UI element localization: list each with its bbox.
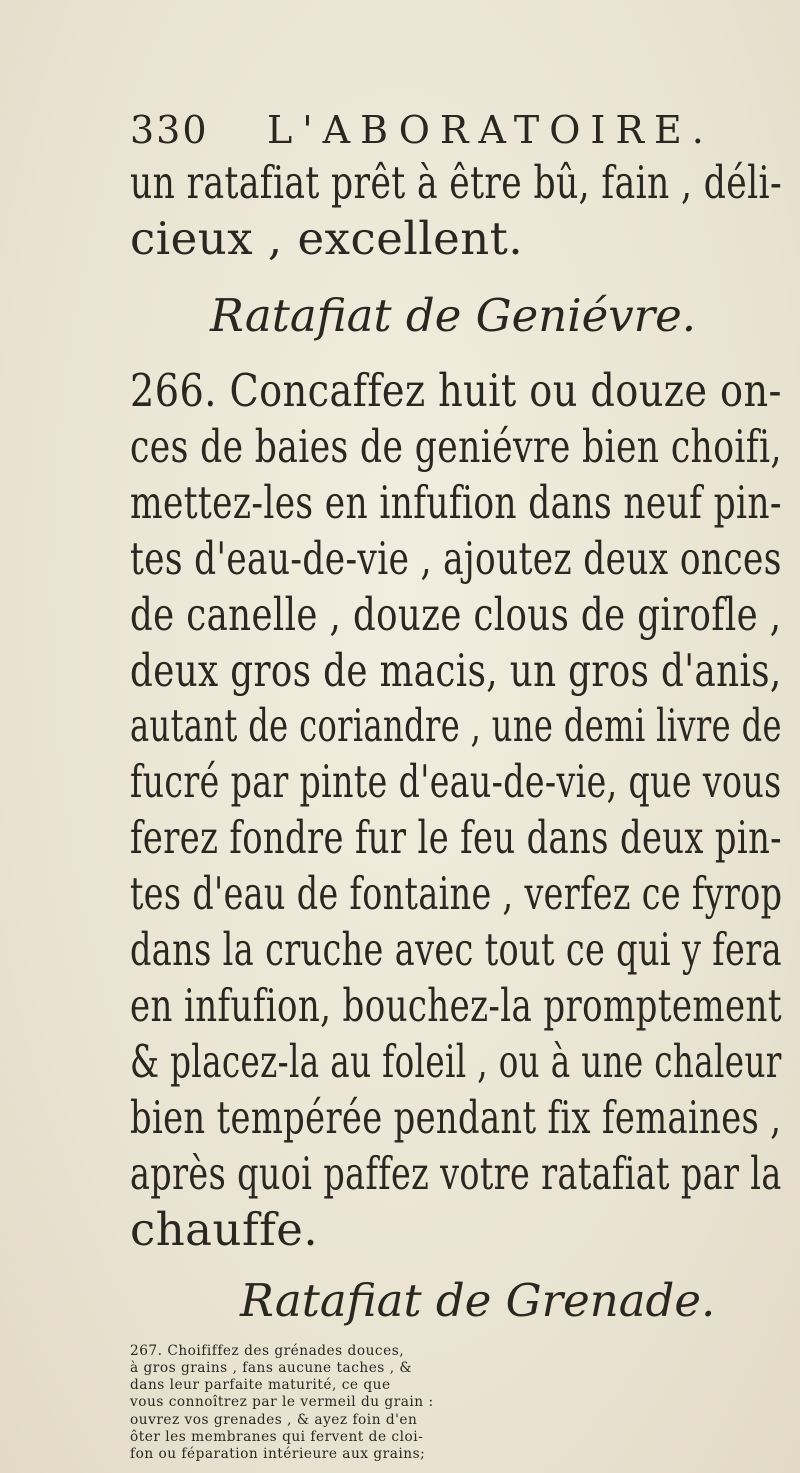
paragraph-line: & placez-la au foleil , ou à une chaleur — [130, 1034, 782, 1088]
paragraph-line: fucré par pinte d'eau-de-vie, que vous — [130, 755, 782, 809]
paragraph-line: dans la cruche avec tout ce qui y fera — [130, 923, 782, 976]
paragraph-line: 266. Concaffez huit ou douze on- — [130, 364, 782, 417]
paragraph-line: tes d'eau-de-vie , ajoutez deux onces — [130, 531, 782, 585]
paragraph-line: vous connoîtrez par le vermeil du grain : — [130, 1394, 434, 1411]
paragraph-line: en infufion, bouchez-la promptement — [130, 978, 782, 1032]
paragraph-line: après quoi paffez votre ratafiat par la — [130, 1146, 782, 1200]
running-head: L'ABORATOIRE. — [267, 108, 714, 152]
page-number: 330 — [130, 108, 209, 152]
paragraph-line: ouvrez vos grenades , & ayez foin d'en — [130, 1411, 418, 1428]
paragraph-line: dans leur parfaite maturité, ce que — [130, 1377, 391, 1394]
paragraph-line: ces de baies de geniévre bien choifi, — [130, 419, 782, 473]
section-heading-grenade: Ratafiat de Grenade. — [240, 1274, 716, 1327]
paragraph-line: ferez fondre fur le feu dans deux pin- — [130, 811, 782, 865]
paragraph-line: à gros grains , fans aucune taches , & — [130, 1360, 413, 1377]
paragraph-line: chauffe. — [130, 1202, 319, 1256]
paragraph-line: mettez-les en infufion dans neuf pin- — [130, 475, 782, 529]
paragraph-line: bien tempérée pendant fix femaines , — [130, 1090, 782, 1144]
paragraph-line: deux gros de macis, un gros d'anis, — [130, 643, 782, 697]
section-heading-genievre: Ratafiat de Geniévre. — [210, 289, 697, 342]
paragraph-line: tes d'eau de fontaine , verfez ce fyrop — [130, 867, 783, 921]
paragraph-line: fon ou féparation intérieure aux grains; — [130, 1445, 426, 1462]
text-line: cieux , excellent. — [130, 212, 524, 265]
text-line: un ratafiat prêt à être bû, fain , déli- — [130, 156, 783, 209]
paragraph-line: 267. Choififfez des grénades douces, — [130, 1343, 405, 1359]
paragraph-line: de canelle , douze clous de girofle , — [130, 587, 782, 641]
paragraph-line: autant de coriandre , une demi livre de — [130, 699, 782, 753]
paragraph-line: ôter les membranes qui fervent de cloi- — [130, 1428, 424, 1445]
page-header — [130, 108, 730, 158]
